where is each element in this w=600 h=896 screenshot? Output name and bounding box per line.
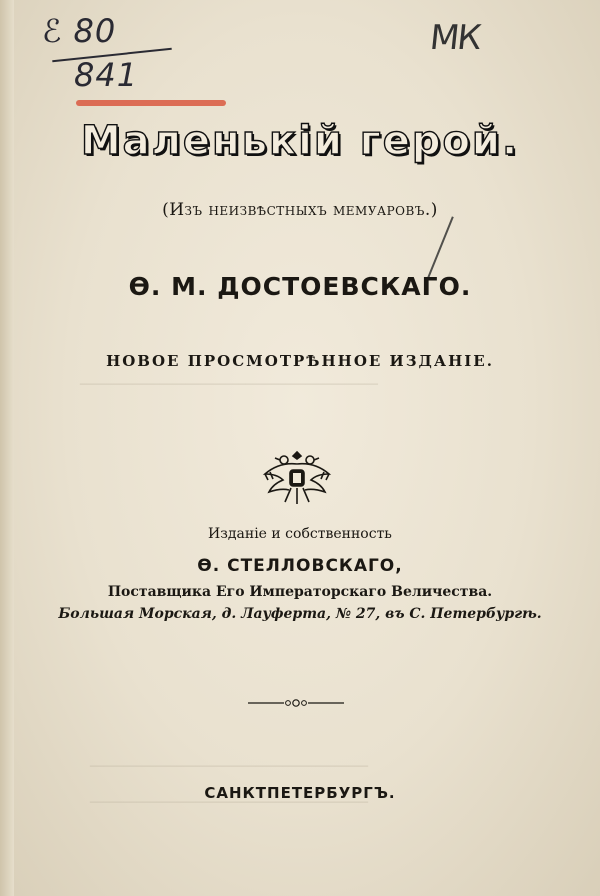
- edition-note: НОВОЕ ПРОСМОТРѢННОЕ ИЗДАНІЕ.: [106, 352, 494, 370]
- publisher-name: Ѳ. СТЕЛЛОВСКАГО,: [197, 556, 403, 576]
- bleed-through-text: ──────────────────────────────────────────: [90, 796, 369, 809]
- bleed-through-text: ──────────────────────────────────────────: [90, 760, 369, 773]
- red-underline: [76, 100, 226, 106]
- publisher-title: Поставщика Его Императорскаго Величества.: [107, 584, 493, 600]
- publisher-intro: Изданіе и собственность: [208, 526, 392, 542]
- corner-annotation: МК: [427, 18, 482, 58]
- city-imprint: САНКТПЕТЕРБУРГЪ.: [204, 784, 396, 802]
- double-headed-eagle-icon: [260, 446, 334, 510]
- publisher-address: Большая Морская, д. Лауферта, № 27, въ С. Петербургѣ.: [58, 606, 542, 622]
- shelfmark-bottom: 841: [74, 56, 139, 94]
- bleed-through-text: ─────────────────────────────────────────────: [80, 378, 379, 391]
- author: Ѳ. М. ДОСТОЕВСКАГО.: [128, 272, 472, 301]
- ornament-divider-icon: [246, 696, 346, 710]
- shelfmark-top: ℰ 80: [42, 12, 117, 50]
- shelfmark: [30, 8, 200, 108]
- book-title: Маленькій герой.: [80, 118, 520, 164]
- subtitle: (Изъ неизвѣстныхъ мемуаровъ.): [162, 200, 438, 220]
